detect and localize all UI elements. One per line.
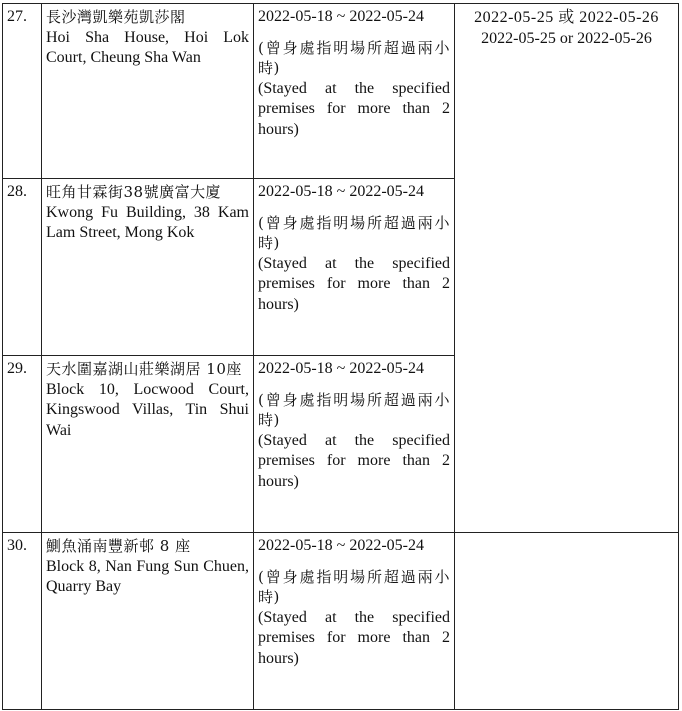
spacer: [258, 557, 450, 567]
premises-name-en: Block 8, Nan Fung Sun Chuen, Quarry Bay: [46, 557, 249, 595]
date-range: 2022-05-18 ~ 2022-05-24: [258, 537, 424, 554]
stay-note-zh: (曾身處指明場所超過兩小時): [258, 390, 450, 429]
premises-name-cell: [42, 4, 254, 179]
empty-cell: [455, 533, 679, 710]
premises-name-en: Block 10, Locwood Court, Kingswood Villas, Tin Shui Wai: [46, 380, 249, 439]
premises-name-cell: [42, 533, 254, 710]
premises-name-en: Kwong Fu Building, 38 Kam Lam Street, Mong Kok: [46, 203, 249, 241]
date-range-cell: [254, 356, 455, 533]
row-number: 28.: [3, 179, 42, 356]
table-row: [3, 533, 679, 710]
premises-name-zh: 鰂魚涌南豐新邨 8 座: [46, 537, 191, 555]
premises-name-cell: [42, 356, 254, 533]
row-number: 27.: [3, 4, 42, 179]
premises-name-en: Hoi Sha House, Hoi Lok Court, Cheung Sha Wan: [46, 28, 249, 66]
stay-note-zh: (曾身處指明場所超過兩小時): [258, 38, 450, 77]
stay-note-en: (Stayed at the specified premises for more than 2 hours): [258, 79, 450, 138]
stay-note-en: (Stayed at the specified premises for more than 2 hours): [258, 254, 450, 313]
premises-name-zh: 旺角甘霖街38號廣富大廈: [46, 183, 222, 201]
date-range-cell: [254, 179, 455, 356]
row-number: 30.: [3, 533, 42, 710]
test-dates-en: 2022-05-25 or 2022-05-26: [481, 29, 652, 47]
stay-note-zh: (曾身處指明場所超過兩小時): [258, 567, 450, 606]
premises-table: [2, 3, 679, 710]
date-range: 2022-05-18 ~ 2022-05-24: [258, 360, 424, 377]
spacer: [258, 203, 450, 213]
stay-note-en: (Stayed at the specified premises for more than 2 hours): [258, 431, 450, 490]
date-range-cell: [254, 4, 455, 179]
date-range: 2022-05-18 ~ 2022-05-24: [258, 183, 424, 200]
premises-name-zh: 天水圍嘉湖山莊樂湖居 10座: [46, 360, 242, 378]
row-number: 29.: [3, 356, 42, 533]
test-dates-zh: 2022-05-25 或 2022-05-26: [474, 9, 659, 26]
premises-name-zh: 長沙灣凱樂苑凱莎閣: [46, 8, 186, 26]
test-dates-cell: [455, 4, 679, 533]
premises-name-cell: [42, 179, 254, 356]
date-range-cell: [254, 533, 455, 710]
table-row: [3, 4, 679, 179]
stay-note-en: (Stayed at the specified premises for more than 2 hours): [258, 608, 450, 667]
stay-note-zh: (曾身處指明場所超過兩小時): [258, 213, 450, 252]
date-range: 2022-05-18 ~ 2022-05-24: [258, 8, 424, 25]
spacer: [258, 380, 450, 390]
spacer: [258, 28, 450, 38]
